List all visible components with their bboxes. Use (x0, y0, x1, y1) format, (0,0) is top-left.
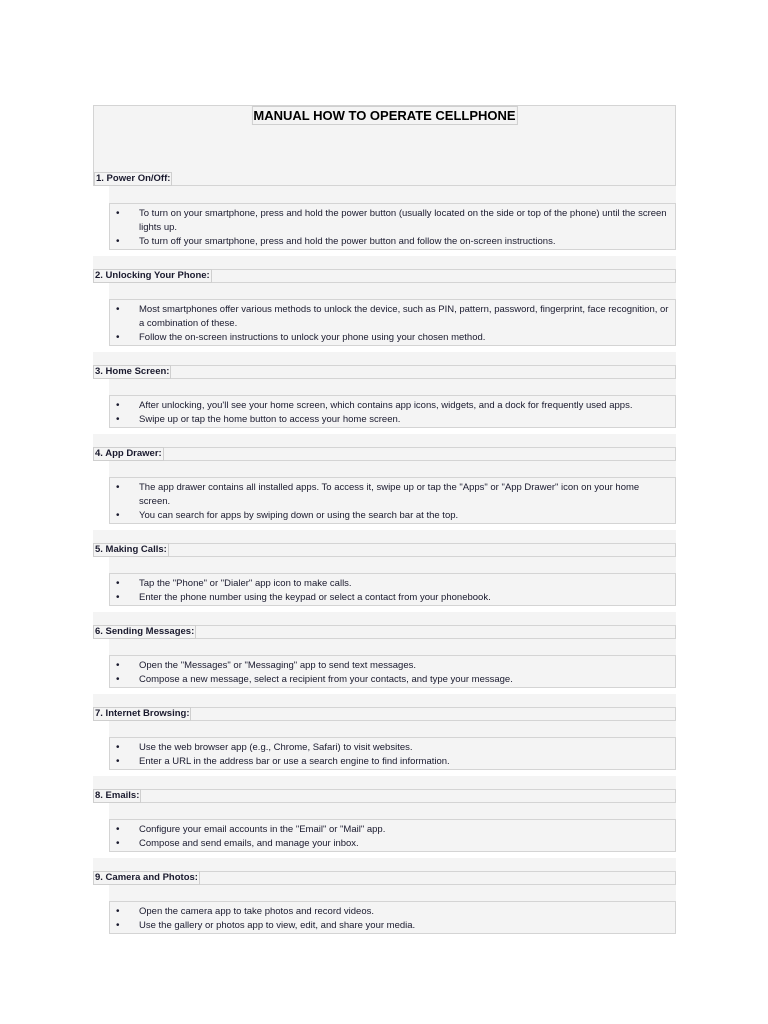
section-heading: 4. App Drawer: (95, 448, 162, 459)
list-item: • Use the gallery or photos app to view, edit, and share your media. (139, 919, 671, 933)
spacer (109, 186, 676, 203)
spacer (109, 885, 676, 901)
spacer (109, 803, 676, 819)
spacer (93, 770, 676, 789)
section-heading: 6. Sending Messages: (95, 626, 195, 637)
list-item: • Enter a URL in the address bar or use a search engine to find information. (139, 755, 671, 769)
bullet-list (109, 819, 676, 852)
section-heading-row (93, 625, 676, 639)
spacer (109, 461, 676, 477)
section-4 (93, 447, 676, 543)
sections-container (93, 186, 676, 934)
section-2 (93, 269, 676, 365)
list-item: • Use the web browser app (e.g., Chrome, Safari) to visit websites. (139, 741, 671, 755)
bullet-list (109, 477, 676, 524)
bullet-list (109, 901, 676, 934)
section-heading-row (93, 269, 676, 283)
bullet-list (109, 299, 676, 346)
list-item: • Open the "Messages" or "Messaging" app to send text messages. (139, 659, 671, 673)
section-heading-row (93, 707, 676, 721)
spacer (109, 639, 676, 655)
bullet-list (109, 655, 676, 688)
list-item: • Swipe up or tap the home button to access your home screen. (139, 413, 671, 427)
bullet-list (109, 395, 676, 428)
list-item: • Enter the phone number using the keypad or select a contact from your phonebook. (139, 591, 671, 605)
section-heading-row (93, 871, 676, 885)
document-title: MANUAL HOW TO OPERATE CELLPHONE (253, 108, 516, 123)
list-item: • Most smartphones offer various methods to unlock the device, such as PIN, pattern, password, fingerprint, face recognition, or a combination of these. (139, 303, 671, 331)
section-heading-row (93, 365, 676, 379)
title-block (93, 105, 676, 186)
list-item: • Open the camera app to take photos and record videos. (139, 905, 671, 919)
list-item: • Compose and send emails, and manage your inbox. (139, 837, 671, 851)
spacer (93, 852, 676, 871)
spacer (109, 557, 676, 573)
list-item: • You can search for apps by swiping down or using the search bar at the top. (139, 509, 671, 523)
list-item: • Configure your email accounts in the "Email" or "Mail" app. (139, 823, 671, 837)
list-item: • The app drawer contains all installed apps. To access it, swipe up or tap the "Apps" or "App Drawer" icon on your home screen. (139, 481, 671, 509)
bullet-list (109, 573, 676, 606)
spacer (93, 606, 676, 625)
spacer (93, 428, 676, 447)
list-item: • Compose a new message, select a recipient from your contacts, and type your message. (139, 673, 671, 687)
section-heading: 2. Unlocking Your Phone: (95, 270, 210, 281)
section-heading-row (93, 543, 676, 557)
section-heading: 9. Camera and Photos: (95, 872, 198, 883)
section-3 (93, 365, 676, 447)
section-heading: 1. Power On/Off: (96, 173, 171, 184)
section-5 (93, 543, 676, 625)
bullet-list (109, 203, 676, 250)
section-heading: 8. Emails: (95, 790, 140, 801)
list-item: • Tap the "Phone" or "Dialer" app icon to make calls. (139, 577, 671, 591)
list-item: • To turn off your smartphone, press and hold the power button and follow the on-screen instructions. (139, 235, 671, 249)
section-9 (93, 871, 676, 934)
section-7 (93, 707, 676, 789)
section-heading-row (93, 789, 676, 803)
document-page (93, 105, 676, 934)
spacer (93, 250, 676, 269)
section-heading: 3. Home Screen: (95, 366, 170, 377)
spacer (93, 688, 676, 707)
spacer (93, 346, 676, 365)
spacer (109, 283, 676, 299)
section-heading-row (93, 447, 676, 461)
section-6 (93, 625, 676, 707)
list-item: • To turn on your smartphone, press and hold the power button (usually located on the side or top of the phone) until the screen lights up. (139, 207, 671, 235)
section-heading: 5. Making Calls: (95, 544, 167, 555)
section-1 (93, 186, 676, 269)
section-heading: 7. Internet Browsing: (95, 708, 190, 719)
spacer (109, 721, 676, 737)
bullet-list (109, 737, 676, 770)
spacer (93, 524, 676, 543)
section-8 (93, 789, 676, 871)
list-item: • After unlocking, you'll see your home screen, which contains app icons, widgets, and a dock for frequently used apps. (139, 399, 671, 413)
list-item: • Follow the on-screen instructions to unlock your phone using your chosen method. (139, 331, 671, 345)
spacer (109, 379, 676, 395)
